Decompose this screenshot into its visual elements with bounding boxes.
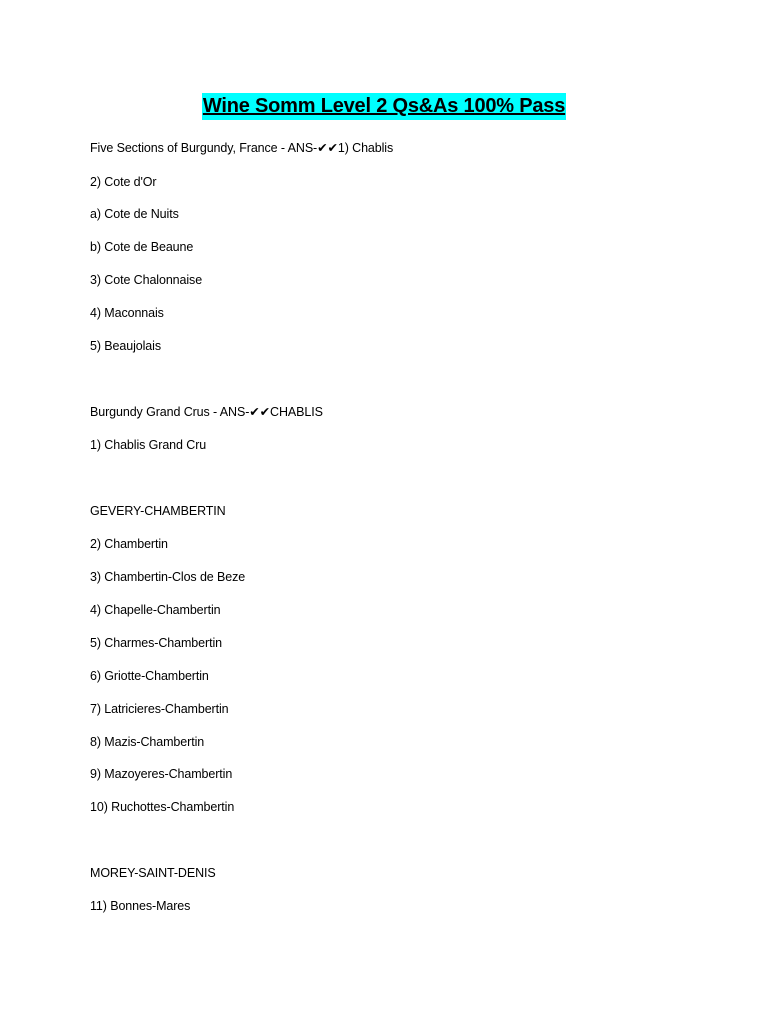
qa-line: 4) Maconnais (90, 306, 164, 320)
document-title: Wine Somm Level 2 Qs&As 100% Pass (202, 93, 566, 120)
qa-line: Burgundy Grand Crus - ANS-✔✔CHABLIS (90, 405, 323, 419)
qa-line: 8) Mazis-Chambertin (90, 735, 205, 749)
section-heading: GEVERY-CHAMBERTIN (90, 504, 226, 518)
qa-line: a) Cote de Nuits (90, 207, 179, 221)
title-container (0, 93, 768, 120)
qa-line: 5) Beaujolais (90, 339, 161, 353)
qa-line: 9) Mazoyeres-Chambertin (90, 767, 233, 781)
qa-line: Five Sections of Burgundy, France - ANS-✔✔1) Chablis (90, 141, 394, 155)
qa-line: 10) Ruchottes-Chambertin (90, 800, 235, 814)
qa-line: 6) Griotte-Chambertin (90, 669, 209, 683)
qa-line: 3) Chambertin-Clos de Beze (90, 570, 246, 584)
section-heading: MOREY-SAINT-DENIS (90, 866, 216, 880)
qa-line: 11) Bonnes-Mares (90, 899, 191, 913)
qa-line: 2) Cote d'Or (90, 175, 157, 189)
qa-line: 2) Chambertin (90, 537, 168, 551)
qa-line: b) Cote de Beaune (90, 240, 194, 254)
qa-line: 5) Charmes-Chambertin (90, 636, 222, 650)
qa-line: 7) Latricieres-Chambertin (90, 702, 229, 716)
qa-line: 3) Cote Chalonnaise (90, 273, 203, 287)
qa-line: 4) Chapelle-Chambertin (90, 603, 221, 617)
qa-line: 1) Chablis Grand Cru (90, 438, 207, 452)
